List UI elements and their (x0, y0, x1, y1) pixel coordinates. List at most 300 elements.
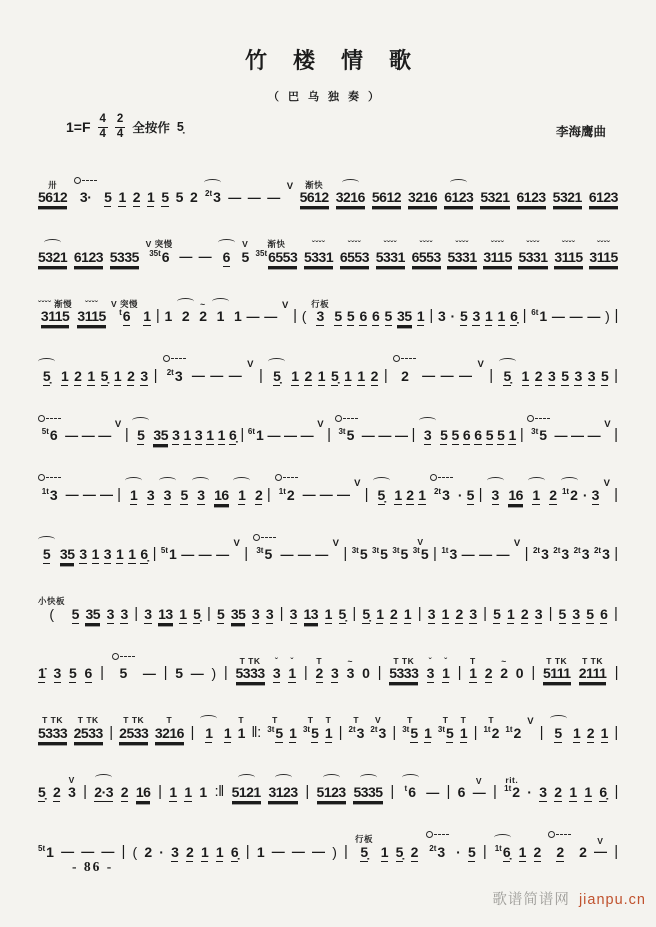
note-main: 5̣ (395, 843, 403, 860)
note-token (584, 770, 591, 800)
note-main: 1 (424, 724, 432, 741)
grace-note: 6t (247, 427, 256, 437)
note-main: 2t 3 (593, 546, 610, 563)
bar-line (251, 710, 260, 741)
note-main: | (206, 604, 211, 622)
note-main: | (519, 426, 524, 444)
note-token (419, 417, 436, 443)
note-token (397, 294, 412, 324)
note-main: | (417, 604, 422, 622)
score-meta-row (36, 114, 620, 140)
bar-line (153, 531, 156, 562)
expression-mark: ˇˇˇˇ (490, 239, 505, 250)
grace-note: 1t (441, 546, 449, 556)
bar-line (483, 829, 486, 860)
note-main: 35 (85, 605, 101, 622)
note-main: — (300, 427, 314, 443)
note-main: 3t 5 (351, 546, 368, 563)
note-main: 1 (518, 843, 526, 860)
note-main: 16 (135, 784, 151, 801)
note-main: 2 (554, 784, 562, 801)
note-token (147, 175, 154, 205)
note-main: 2 (401, 367, 409, 384)
expression-mark: ˇ (290, 655, 294, 666)
expression-mark: T TK (42, 715, 64, 726)
note-main: | (614, 842, 618, 860)
note-token (587, 711, 594, 741)
note-main: 6t 1 (531, 308, 547, 325)
note-main: 1 (508, 427, 516, 444)
note-token (242, 235, 249, 265)
note-token (164, 294, 171, 324)
note-token (248, 413, 263, 443)
note-main: 5t 1 (160, 546, 177, 563)
note-main: · (457, 486, 462, 503)
note-token (120, 592, 127, 622)
duration-dash (81, 831, 94, 860)
trill-icon (393, 352, 416, 366)
note-main: — (65, 487, 79, 503)
note-token (442, 592, 449, 622)
note-token (224, 711, 231, 741)
bar-line (520, 412, 523, 443)
expression-mark: 渐快 (305, 179, 324, 190)
duration-dash (473, 772, 486, 801)
note-token (418, 473, 425, 503)
note-main: 1 (215, 843, 224, 860)
note-token (331, 651, 338, 681)
note-token (38, 239, 67, 265)
slur-arc (204, 179, 221, 186)
note-main: 1 (288, 665, 296, 682)
note-main: 6 (359, 308, 367, 325)
expression-mark: T TK (123, 715, 145, 726)
bar-line (224, 650, 227, 681)
note-main: 1 (169, 784, 177, 801)
note-main: 5333 (389, 665, 419, 682)
note-token (256, 235, 298, 265)
note-main: 1 (418, 486, 426, 503)
note-token (396, 830, 403, 860)
duration-dash (65, 415, 78, 444)
note-token (325, 592, 332, 622)
bar-line (344, 829, 347, 860)
expression-mark: ˇˇˇˇ (419, 239, 433, 250)
note-main: 1 (573, 724, 581, 741)
duration-dash (61, 831, 74, 860)
expression-mark: T (442, 715, 449, 726)
note-main: 2 (455, 605, 463, 622)
fingering-label: 全按作 (132, 121, 170, 135)
bar-line (614, 829, 617, 860)
note-token (505, 711, 520, 741)
breath-mark (282, 300, 288, 325)
note-token (94, 774, 113, 800)
parenthesis (332, 830, 336, 860)
composer-credit: 李海鹰曲 (555, 125, 606, 139)
note-main: 1t 3 (441, 546, 457, 563)
duration-dash (100, 474, 113, 503)
duration-dash (552, 296, 565, 325)
note-main: 1 (184, 784, 192, 801)
note-token (572, 592, 579, 622)
note-token (125, 477, 142, 503)
grace-note: 2t (593, 546, 602, 556)
bar-line (214, 769, 223, 800)
note-main: | (83, 783, 87, 801)
duration-dash (571, 415, 584, 444)
note-main: | (293, 307, 297, 325)
note-main: — (297, 546, 311, 562)
duration-dash (441, 355, 454, 384)
note-token (486, 413, 493, 443)
expression-mark: 行板 (355, 834, 374, 845)
expression-mark: T (166, 715, 173, 726)
breath-mark (354, 478, 360, 503)
note-main: 5 (69, 665, 77, 682)
bar-line (614, 412, 617, 443)
note-token (231, 830, 238, 860)
note-main: | (163, 664, 168, 682)
note-token (392, 532, 407, 562)
note-token (159, 830, 163, 860)
note-main: | (245, 842, 250, 860)
note-main: 2 (144, 843, 152, 860)
note-main: 1 (291, 367, 299, 384)
duration-dash (199, 534, 212, 563)
duration-dash (83, 474, 96, 503)
note-token (61, 354, 68, 384)
note-main: · (456, 843, 461, 860)
note-main: — (551, 308, 565, 324)
note-token (594, 532, 609, 562)
note-token (304, 354, 311, 384)
note-main: 2 (304, 367, 312, 384)
note-token (487, 477, 504, 503)
note-main: 3t 5 (372, 546, 388, 563)
bar-line (109, 710, 112, 741)
duration-dash (587, 296, 600, 325)
note-main: 2533 (119, 724, 149, 741)
note-token (216, 830, 223, 860)
note-main: 1 (113, 367, 122, 384)
note-token (561, 354, 568, 384)
note-token (268, 358, 285, 384)
slur-arc (233, 477, 250, 484)
note-token (273, 651, 280, 681)
note-token (554, 770, 561, 800)
note-token (186, 830, 193, 860)
slur-arc (268, 358, 285, 365)
note-main: 1 (60, 367, 69, 384)
watermark-site-url: jianpu.cn (578, 892, 646, 908)
expression-mark: T (316, 655, 323, 666)
note-token (38, 358, 55, 384)
note-token (393, 352, 416, 384)
note-main: 1 (469, 665, 477, 682)
note-main: 5331 (375, 248, 405, 265)
slur-arc (419, 417, 436, 424)
expression-mark: rit. (505, 774, 519, 785)
note-main: 1 (200, 843, 209, 860)
slur-arc (323, 774, 340, 781)
note-main: 1t 2 (561, 486, 578, 503)
note-main: 1 (199, 784, 207, 801)
note-main: 3 (146, 486, 155, 503)
note-main: 5 (485, 427, 493, 444)
music-line-7 (36, 503, 620, 563)
note-main: 3 (251, 605, 260, 622)
grace-note: 2t (433, 486, 442, 496)
note-main: 1 (324, 724, 333, 741)
note-main: 2 (199, 308, 207, 325)
note-main: — (394, 427, 408, 443)
bar-line (134, 591, 137, 622)
note-token (85, 651, 92, 681)
note-main: 35 (230, 605, 246, 622)
breath-mark (115, 419, 121, 444)
note-main: 1 (206, 427, 214, 444)
note-main: 3 (491, 486, 499, 503)
note-main: — (81, 427, 95, 443)
note-token (531, 294, 546, 324)
duration-dash (247, 296, 260, 325)
note-main: 6553 (339, 248, 370, 265)
note-main: 5 (459, 308, 468, 325)
note-token (504, 770, 519, 800)
watermark-site-name: 歌谱简谱网 (492, 892, 570, 908)
note-main: 3t 5 (267, 724, 283, 741)
bar-line (614, 472, 617, 503)
note-main: 5335 (109, 248, 139, 265)
note-main: · (527, 784, 532, 801)
note-main: 5612 (371, 189, 402, 206)
note-token (521, 592, 528, 622)
note-main: 3t 5 (437, 724, 454, 741)
expression-mark: ˇˇˇˇ (84, 298, 99, 309)
bar-line (614, 710, 617, 741)
note-token (288, 651, 295, 681)
grace-note: t (119, 308, 122, 318)
note-main: 1 (403, 605, 412, 622)
note-token (111, 294, 138, 324)
bar-line (352, 591, 355, 622)
note-token (38, 651, 45, 681)
note-token (304, 235, 333, 265)
slur-arc (44, 239, 61, 246)
note-main: 1 (143, 308, 151, 325)
note-main: 3 (438, 308, 446, 325)
note-main: 5 (384, 308, 392, 325)
note-token (507, 592, 514, 622)
slur-arc (561, 477, 578, 484)
note-main: | (457, 664, 462, 682)
duration-dash (191, 653, 204, 682)
note-main: 3115 (554, 248, 583, 265)
duration-dash (248, 177, 261, 206)
note-token (588, 354, 595, 384)
bar-line (447, 769, 450, 800)
note-token (74, 173, 97, 205)
note-main: | (266, 485, 271, 503)
note-main: | (531, 664, 535, 682)
note-main: — (191, 368, 205, 384)
note-main: 5121 (231, 784, 261, 801)
expression-mark: V (475, 776, 483, 787)
note-main: | (473, 723, 477, 741)
note-main: 1 (324, 605, 332, 622)
note-main: 1 (223, 724, 232, 741)
duration-dash (228, 177, 241, 206)
bar-line (549, 591, 552, 622)
trill-icon (74, 173, 97, 187)
note-main: | (614, 723, 618, 741)
note-main: 1 (442, 665, 450, 682)
note-token (266, 592, 273, 622)
expression-mark: ˇˇˇˇ (311, 239, 326, 250)
note-token (317, 774, 346, 800)
duration-dash (378, 415, 391, 444)
note-token (339, 592, 346, 622)
note-token (175, 651, 182, 681)
note-token (559, 592, 566, 622)
note-main: 1t 3 (41, 486, 58, 503)
note-main: 1t 2 (504, 784, 520, 801)
note-main: 5̣ (38, 784, 46, 801)
note-token (104, 532, 111, 562)
note-main: 2 (586, 724, 595, 741)
note-main: | (539, 723, 544, 741)
note-main: | (478, 485, 483, 503)
note-token (201, 830, 208, 860)
note-main: — (81, 844, 94, 860)
note-main: 2533 (73, 724, 103, 741)
note-main: · (159, 843, 164, 860)
note-main: 5 (466, 486, 474, 503)
note-main: | (158, 783, 162, 801)
duration-dash (337, 474, 350, 503)
note-token (275, 471, 298, 503)
slur-arc (487, 477, 504, 484)
note-main: | (338, 723, 343, 741)
slur-arc (550, 715, 567, 722)
note-main: 16 (214, 486, 229, 503)
note-main: 3 (316, 308, 324, 325)
grace-note: 35t (149, 248, 161, 258)
note-token (200, 715, 217, 741)
note-token (192, 477, 209, 503)
note-main: | (614, 366, 618, 384)
note-main: 3t 5 (392, 546, 408, 563)
slur-arc (212, 298, 229, 305)
note-main: — (472, 784, 486, 800)
note-token (316, 651, 323, 681)
note-token (589, 235, 617, 265)
note-token (229, 413, 236, 443)
note-main: 5333 (38, 724, 68, 741)
note-token (144, 592, 151, 622)
expression-mark: ~ (347, 655, 353, 666)
note-token (143, 294, 150, 324)
grace-note: 3t (256, 546, 264, 556)
note-main: 5̣ (377, 486, 385, 503)
note-token (335, 411, 358, 443)
note-token (533, 532, 548, 562)
breath-mark (604, 478, 610, 503)
expression-mark: ˇˇˇˇ (526, 239, 540, 250)
note-token (155, 711, 184, 741)
note-main: 5̣ (100, 367, 108, 384)
duration-dash (594, 831, 607, 860)
note-token (172, 413, 179, 443)
note-token (68, 770, 75, 800)
expression-mark: T TK (546, 655, 568, 666)
note-main: 0 (362, 665, 370, 682)
note-main: | (429, 307, 433, 325)
note-token (54, 651, 61, 681)
note-token (334, 294, 341, 324)
note-token (372, 175, 401, 205)
note-main: 1 (416, 308, 425, 325)
expression-mark: T (488, 715, 495, 726)
bar-line (378, 650, 381, 681)
duration-dash (554, 415, 567, 444)
note-token (579, 651, 607, 681)
note-token (232, 774, 261, 800)
note-main: — (228, 368, 242, 384)
note-main: 1 (256, 843, 265, 860)
note-token (372, 532, 387, 562)
trill-icon (426, 828, 449, 842)
note-main: 35t 6553 (255, 248, 298, 265)
trill-icon (275, 471, 298, 485)
note-main: 1 (234, 308, 242, 325)
note-main: 5612 (38, 189, 68, 206)
note-token (412, 235, 441, 265)
slur-arc (218, 239, 235, 246)
note-token (353, 774, 382, 800)
note-main: 3 (171, 843, 179, 860)
note-token (72, 592, 79, 622)
note-main: 3t 5 (338, 427, 354, 444)
note-token (451, 294, 455, 324)
note-main: 1 (507, 605, 515, 622)
note-main: 5331 (447, 248, 477, 265)
note-main: 1t 2 (505, 724, 521, 741)
note-main: — (587, 427, 601, 443)
bar-line (117, 472, 120, 503)
note-token (133, 175, 140, 205)
note-token (60, 532, 75, 562)
note-main: | (134, 604, 138, 622)
slur-arc (38, 358, 55, 365)
note-main: 5 (119, 665, 127, 682)
note-token (549, 473, 556, 503)
note-token (158, 592, 173, 622)
note-token (304, 592, 319, 622)
note-main: — (378, 427, 391, 443)
bar-line (493, 769, 496, 800)
note-main: 5̣ (503, 367, 511, 384)
note-token (508, 473, 523, 503)
note-token (553, 175, 582, 205)
note-token (199, 770, 206, 800)
grace-note: 2t (348, 724, 356, 734)
note-token (373, 477, 390, 503)
note-token (508, 413, 515, 443)
note-main: 6 (462, 427, 471, 444)
grace-note: 3t (302, 724, 311, 734)
